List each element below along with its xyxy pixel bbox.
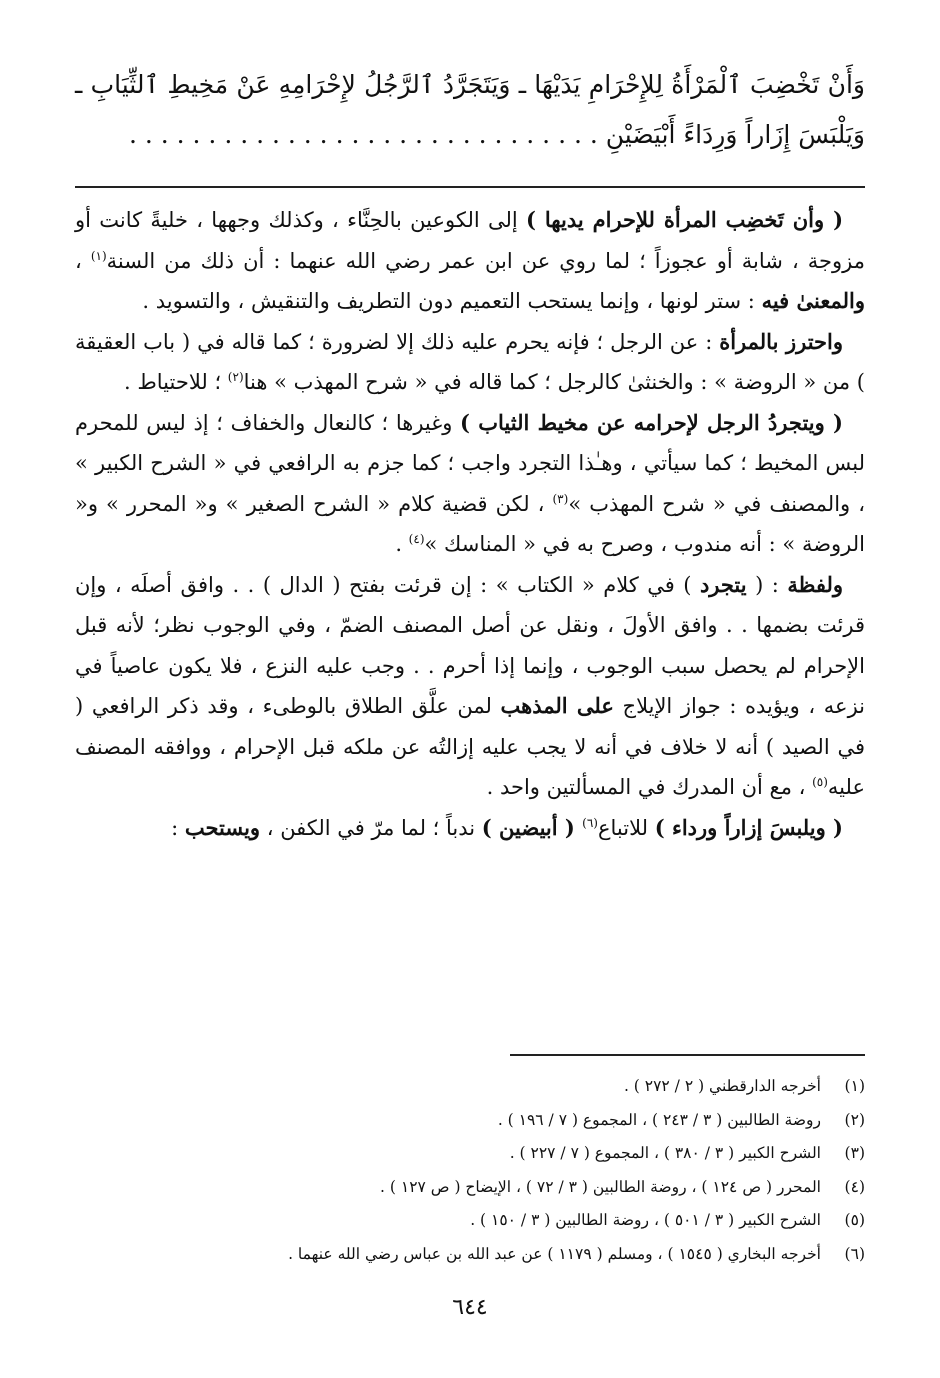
footnote-number: (٥) [844, 1211, 865, 1230]
footnote-ref-2[interactable]: (٢) [227, 370, 244, 384]
footnote-number: (٢) [844, 1110, 865, 1129]
paragraph-text: ، مع أن المدرك في المسألتين واحد . [486, 775, 813, 799]
footnote-separator [510, 1054, 865, 1056]
paragraph-text: للاتباع [597, 815, 655, 840]
footnote-text: روضة الطالبين ( ٣ / ٢٤٣ ) ، المجموع ( ٧ / ١٩٦ ) . [497, 1110, 821, 1129]
paragraph-text: ) في كلام « الكتاب » : إن قرئت بفتح ( الدال ) . . وافق أصلَه ، وإن قرئت بضمها . . وافق الأولَ ، ونقل عن أصل المصنف الضمّ ، وفي الوجوب نظر؛ لأنه قبل الإحرام لم يحصل سبب الوجوب ، وإنما إذا أحرم . . وجب عليه النزع ، فلا يكون عاصياً في نزعه ، ويؤيده : جواز الإيلاج [75, 572, 865, 718]
paragraph-text: إلى الكوعين بالحِنَّاء ، وكذلك وجهها ، خليةً كانت أو مزوجة ، شابة أو عجوزاً ؛ لما روي عن ابن عمر رضي الله عنهما : أن ذلك من السنة [75, 208, 865, 273]
paragraph-text: ندباً ؛ لما مرّ في الكفن ، [260, 815, 482, 840]
footnote-number: (٤) [844, 1177, 865, 1196]
matn-block [75, 60, 865, 160]
footnote-ref-3[interactable]: (٣) [552, 491, 569, 506]
paragraph-text: ، [75, 248, 91, 273]
commentary-paragraph-3 [75, 403, 865, 565]
paragraph-text: ، لكن قضية كلام « الشرح الصغير » و« المحرر » و« الروضة » : أنه مندوب ، وصرح به في « المناسك » [75, 491, 865, 556]
matn-separator [75, 186, 865, 188]
footnote-number: (٣) [844, 1144, 865, 1163]
paragraph-lead: ( وأن تَخضِب المرأة للإحرام يديها ) [526, 207, 843, 232]
footnote-ref-5[interactable]: (٥) [812, 775, 828, 789]
footnote-number: (٦) [844, 1244, 865, 1263]
footnote-item [150, 1238, 865, 1272]
footnote-item [150, 1171, 865, 1205]
commentary-paragraph-2 [75, 322, 865, 403]
paragraph-bold: على المذهب [500, 693, 614, 718]
footnote-text: الشرح الكبير ( ٣ / ٣٨٠ ) ، المجموع ( ٧ / ٢٢٧ ) . [509, 1144, 821, 1163]
footnotes-list [150, 1070, 865, 1272]
paragraph-bold: ويستحب [184, 814, 261, 840]
footnote-item [150, 1104, 865, 1138]
commentary-block [75, 200, 865, 848]
footnote-ref-4[interactable]: (٤) [408, 532, 425, 546]
paragraph-text: : عن الرجل ؛ فإنه يحرم عليه ذلك إلا لضرورة ؛ كما قاله في ( باب العقيقة ) من « الروضة » : والخنثىٰ كالرجل ؛ كما قاله في « شرح المهذب » هنا [75, 329, 865, 394]
footnote-text: أخرجه البخاري ( ١٥٤٥ ) ، ومسلم ( ١١٧٩ ) عن عبد الله بن عباس رضي الله عنهما . [288, 1244, 821, 1263]
paragraph-bold: يتجرد [699, 571, 747, 597]
footnote-item [150, 1137, 865, 1171]
paragraph-lead: ولفظة [787, 571, 843, 597]
paragraph-text: لمن علَّق الطلاق بالوطىء ، وقد ذكر الرافعي ( في الصيد ) أنه لا خلاف في أنه لا يجب عليه إزالتُه عن ملكه قبل الإحرام ، ووافقه المصنف عليه [75, 694, 865, 799]
footnote-text: الشرح الكبير ( ٣ / ٥٠١ ) ، روضة الطالبين ( ٣ / ١٥٠ ) . [470, 1211, 821, 1230]
paragraph-text: . [395, 532, 409, 556]
commentary-paragraph-5 [75, 808, 865, 849]
paragraph-text: ؛ للاحتياط . [124, 370, 228, 394]
footnote-item [150, 1070, 865, 1104]
footnote-text: أخرجه الدارقطني ( ٢ / ٢٧٢ ) . [623, 1077, 821, 1095]
footnote-ref-6[interactable]: (٦) [582, 815, 598, 830]
footnote-item [150, 1204, 865, 1238]
paragraph-text: : ستر لونها ، وإنما يستحب التعميم دون التطريف والتنقيش ، والتسويد . [142, 289, 762, 313]
footnote-ref-1[interactable]: (١) [90, 248, 107, 263]
paragraph-text: : ( [746, 572, 788, 597]
footnote-text: المحرر ( ص ١٢٤ ) ، روضة الطالبين ( ٣ / ٧٢ ) ، الإيضاح ( ص ١٢٧ ) . [380, 1177, 821, 1196]
paragraph-lead: ( ويتجردُ الرجل لإحرامه عن مخيط الثياب ) [460, 409, 843, 435]
matn-text: وَأَنْ تَخْضِبَ ٱلْمَرْأَةُ لِلإِحْرَامِ يَدَيْهَا ـ وَيَتَجَرَّدُ ٱلرَّجُلُ لإِحْرَامِهِ عَنْ مَخِيطِ ٱلثِّيَابِ ـ وَيَلْبَسَ إِزَاراً وَرِدَاءً أَبْيَضَيْنِ . . . . . . . . . . . . . . . . . . . . . . . . . . . . . . [75, 70, 865, 149]
paragraph-bold: ( أبيضين ) [481, 814, 583, 840]
commentary-paragraph-4 [75, 565, 865, 808]
paragraph-bold: والمعنىٰ فيه [761, 288, 865, 313]
commentary-paragraph-1 [75, 200, 865, 322]
paragraph-lead: واحترز بالمرأة [719, 328, 844, 354]
paragraph-lead: ( ويلبسَ إزاراً ورداء ) [654, 814, 843, 840]
paragraph-text: : [171, 815, 185, 840]
footnote-number: (١) [844, 1077, 865, 1095]
paragraph-text: وغيرها ؛ كالنعال والخفاف ؛ إذ ليس للمحرم لبس المخيط ؛ كما سيأتي ، وهـٰذا التجرد واجب ؛ كما جزم به الرافعي في « الشرح الكبير » ، والمصنف في « شرح المهذب » [75, 410, 865, 516]
page-number: ٦٤٤ [452, 1295, 488, 1320]
